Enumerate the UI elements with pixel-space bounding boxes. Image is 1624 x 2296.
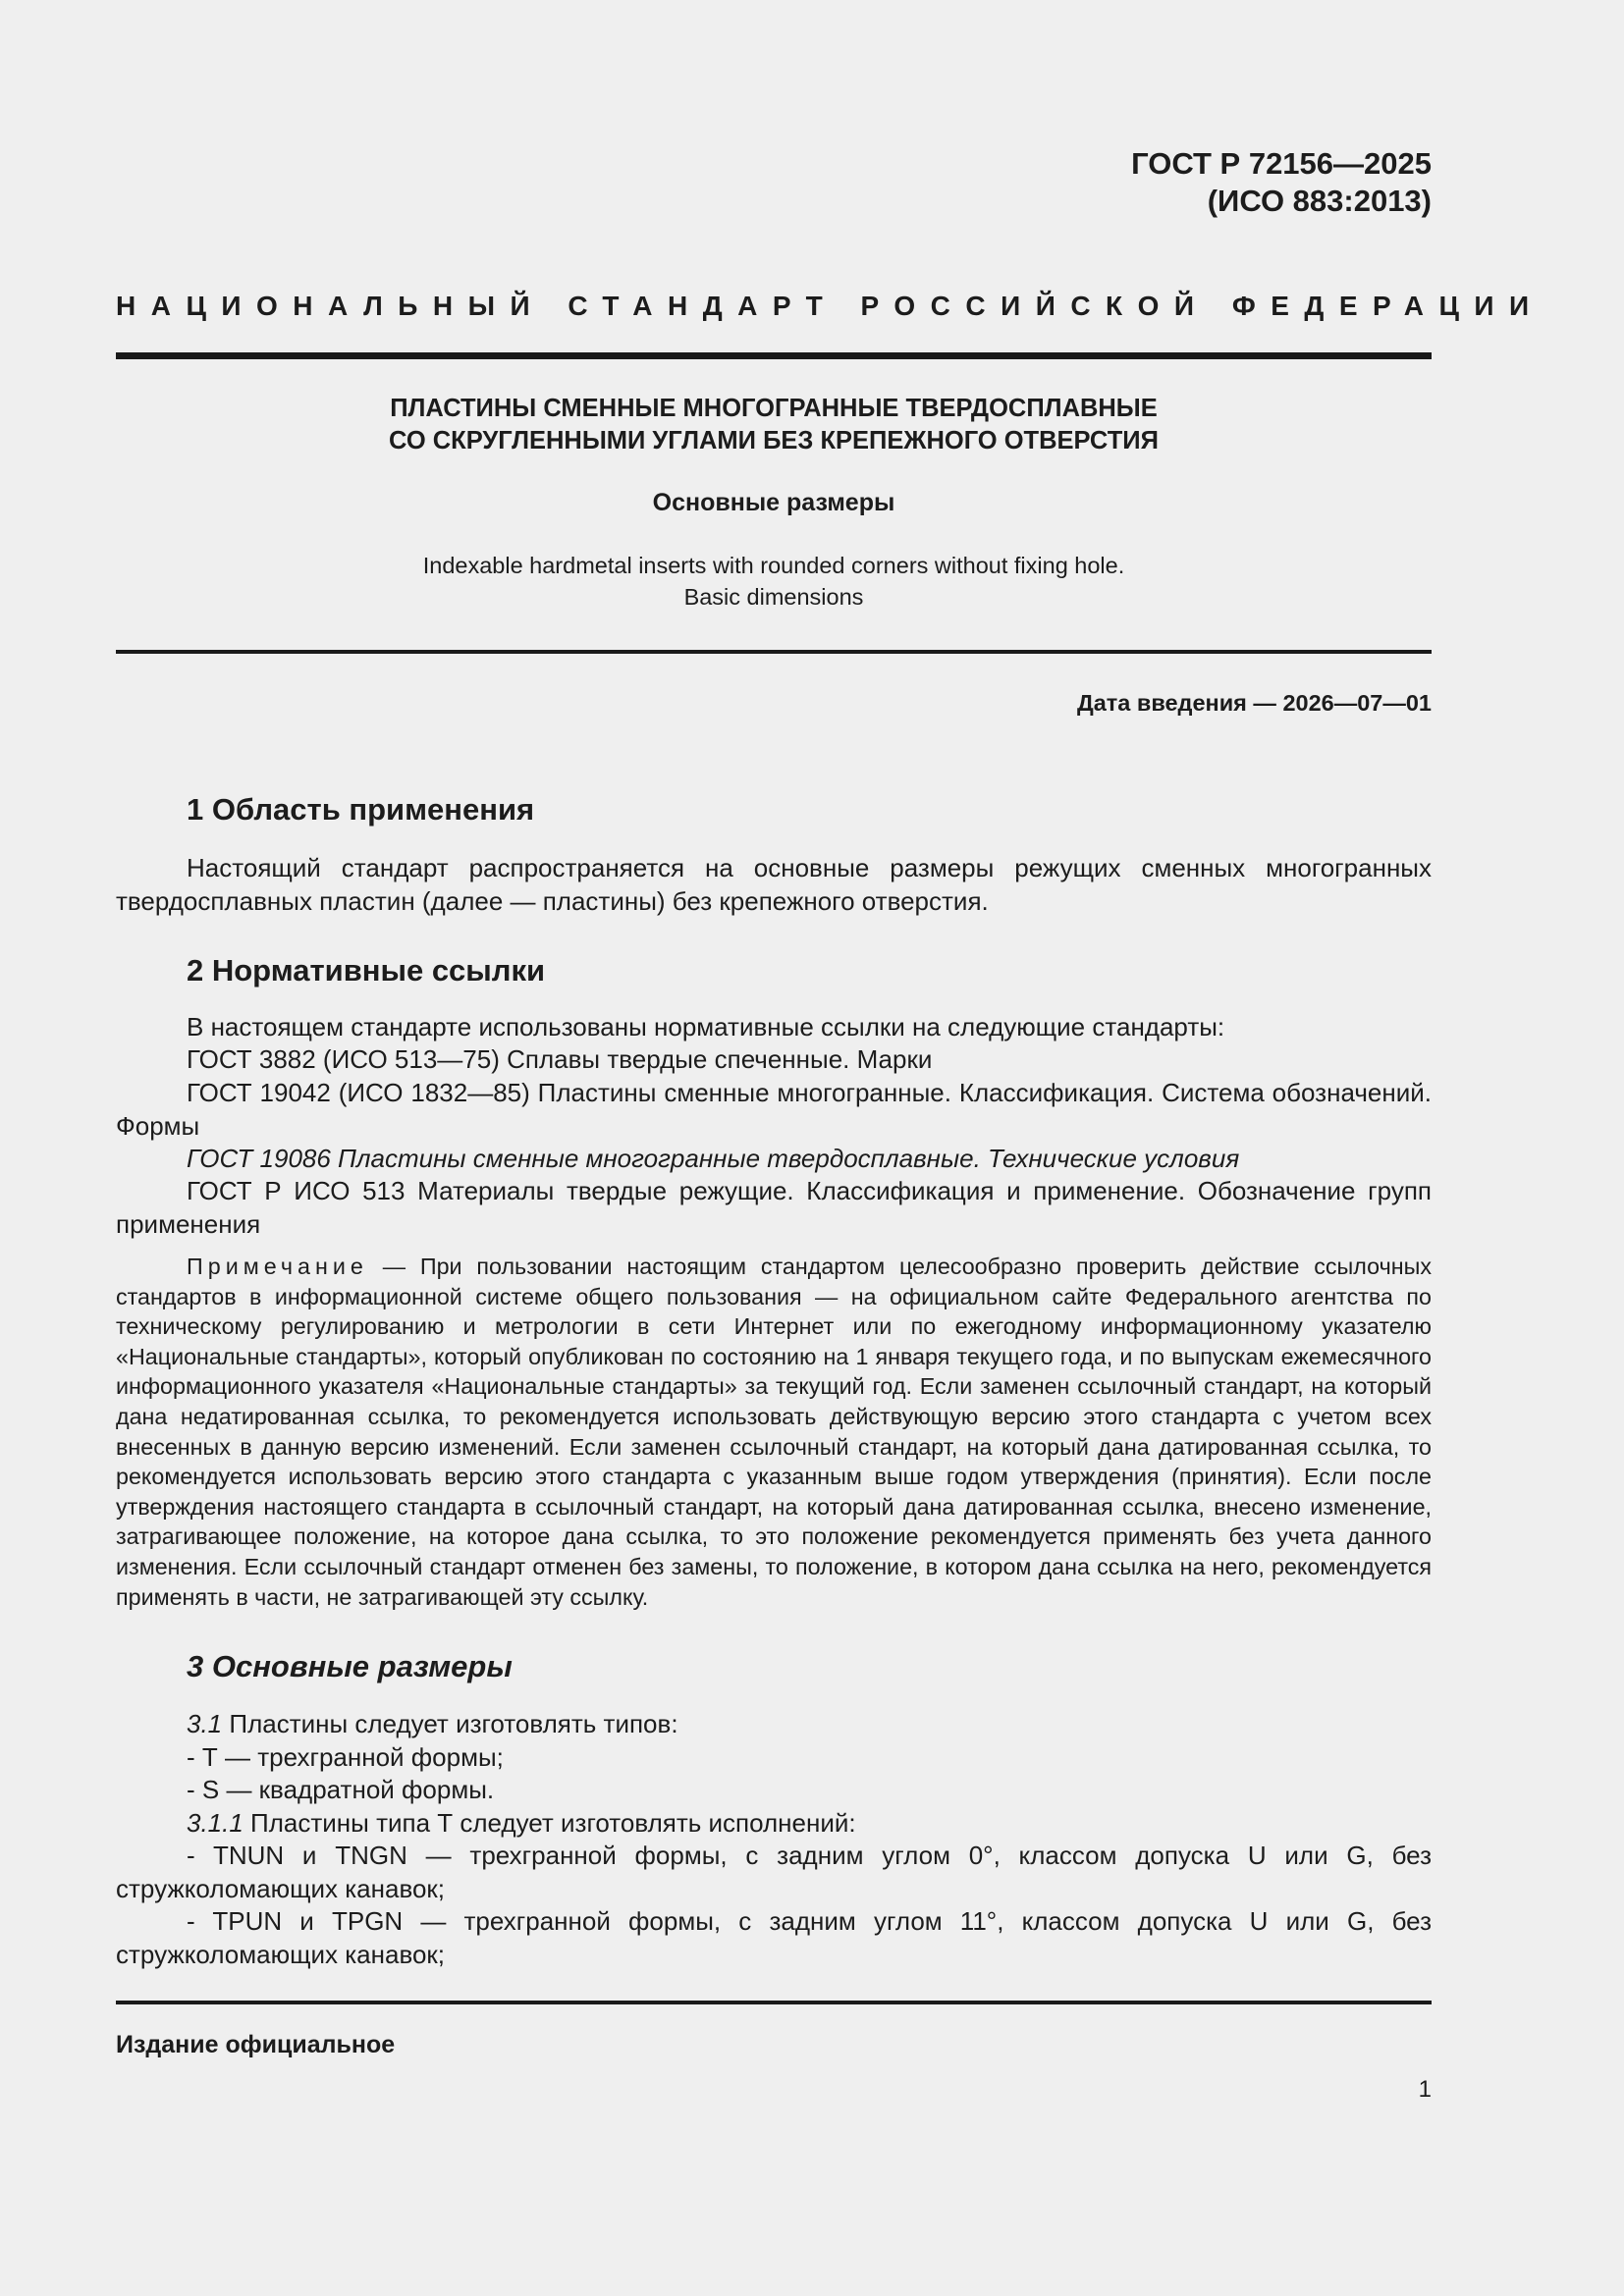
page-number: 1	[1418, 2076, 1432, 2103]
english-title	[116, 550, 1432, 613]
section-2-heading: 2 Нормативные ссылки	[187, 953, 546, 988]
introduction-date: Дата введения — 2026—07—01	[1076, 690, 1432, 716]
doc-number: ГОСТ Р 72156—2025	[1131, 146, 1432, 181]
clause-text: Пластины следует изготовлять типов:	[222, 1709, 678, 1738]
reference-item: ГОСТ 19042 (ИСО 1832—85) Пластины сменные многогранные. Классификация. Система обозначений. Формы	[116, 1078, 1432, 1141]
list-item: - TNUN и TNGN — трехгранной формы, с задним углом 0°, классом допуска U или G, без стружколомающих канавок;	[116, 1841, 1432, 1903]
list-item: - Т — трехгранной формы;	[187, 1742, 504, 1772]
divider-top	[116, 352, 1432, 359]
section-2-intro: В настоящем стандарте использованы нормативные ссылки на следующие стандарты:	[187, 1012, 1225, 1041]
iso-number: (ИСО 883:2013)	[1207, 184, 1432, 218]
note-text: — При пользовании настоящим стандартом целесообразно проверить действие ссылочных стандартов в информационной системе общего пользования — на официальном сайте Федерального агентства по техническому регулированию и метрологии в сети Интернет или по ежегодному информационному указателю «Национальные стандарты», который опубликован по состоянию на 1 января текущего года, и по выпускам ежемесячного информационного указателя «Национальные стандарты» за текущий год. Если заменен ссылочный стандарт, на который дана недатированная ссылка, то рекомендуется использовать действующую версию этого стандарта с учетом всех внесенных в данную версию изменений. Если заменен ссылочный стандарт, на который дана датированная ссылка, то рекомендуется использовать версию этого стандарта с указанным выше годом утверждения (принятия). Если после утверждения настоящего стандарта в ссылочный стандарт, на который дана датированная ссылка, внесено изменение, затрагивающее положение, на которое дана ссылка, то это положение рекомендуется применять без учета данного изменения. Если ссылочный стандарт отменен без замены, то положение, в котором дана ссылка на него, рекомендуется применять в части, не затрагивающей эту ссылку.	[116, 1254, 1432, 1610]
official-edition: Издание официальное	[116, 2031, 396, 2058]
reference-item: ГОСТ 19086 Пластины сменные многогранные твердосплавные. Технические условия	[187, 1144, 1240, 1173]
doc-number-block	[116, 145, 1432, 220]
divider-title	[116, 650, 1432, 654]
clause-3-1-1	[187, 1807, 1502, 1841]
english-title-line-2: Basic dimensions	[683, 584, 864, 610]
divider-footer	[116, 2001, 1432, 2004]
clause-number: 3.1	[187, 1709, 223, 1738]
note-label: Примечание	[187, 1254, 368, 1279]
title-line-1: ПЛАСТИНЫ СМЕННЫЕ МНОГОГРАННЫЕ ТВЕРДОСПЛАВНЫЕ	[390, 395, 1158, 422]
document-subtitle: Основные размеры	[652, 489, 895, 516]
reference-item: ГОСТ 3882 (ИСО 513—75) Сплавы твердые спеченные. Марки	[187, 1044, 933, 1074]
clause-3-1	[187, 1708, 1502, 1741]
clause-text: Пластины типа Т следует изготовлять исполнений:	[243, 1808, 856, 1838]
list-item: - S — квадратной формы.	[187, 1775, 495, 1804]
national-standard-heading: НАЦИОНАЛЬНЫЙ СТАНДАРТ РОССИЙСКОЙ ФЕДЕРАЦИИ	[116, 291, 1544, 321]
section-1-heading: 1 Область применения	[187, 792, 535, 827]
section-3-heading: 3 Основные размеры	[187, 1649, 513, 1683]
document-title	[116, 393, 1432, 457]
section-1-text: Настоящий стандарт распространяется на основные размеры режущих сменных многогранных твердосплавных пластин (далее — пластины) без крепежного отверстия.	[116, 853, 1432, 916]
clause-number: 3.1.1	[187, 1808, 244, 1838]
english-title-line-1: Indexable hardmetal inserts with rounded corners without fixing hole.	[422, 553, 1125, 578]
reference-note	[116, 1252, 1432, 1612]
list-item: - TPUN и TPGN — трехгранной формы, с задним углом 11°, классом допуска U или G, без стружколомающих канавок;	[116, 1906, 1432, 1969]
reference-item: ГОСТ Р ИСО 513 Материалы твердые режущие. Классификация и применение. Обозначение групп применения	[116, 1176, 1432, 1239]
title-line-2: СО СКРУГЛЕННЫМИ УГЛАМИ БЕЗ КРЕПЕЖНОГО ОТВЕРСТИЯ	[389, 427, 1159, 454]
